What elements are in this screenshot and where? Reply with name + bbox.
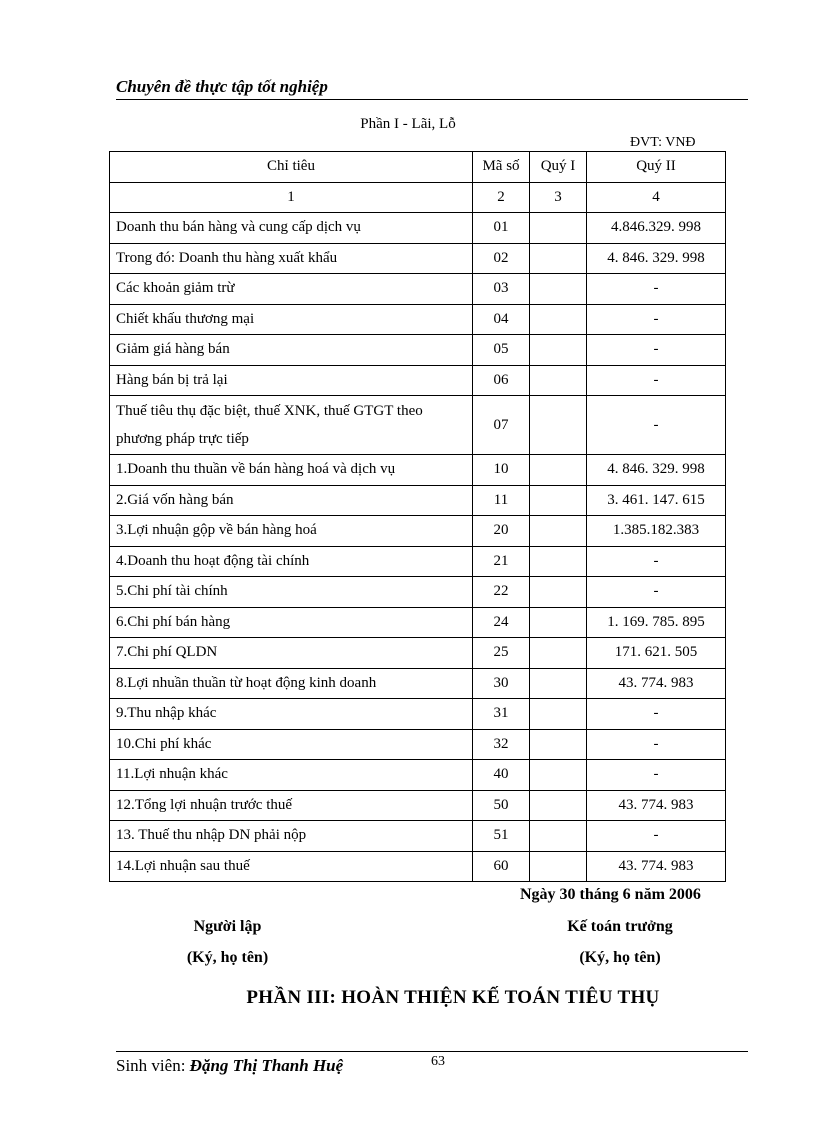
row-q2-value: 3. 461. 147. 615 — [587, 485, 726, 516]
row-code: 20 — [473, 516, 530, 547]
row-q1-value — [530, 760, 587, 791]
row-code: 51 — [473, 821, 530, 852]
row-indicator-name: 6.Chi phí bán hàng — [110, 607, 473, 638]
row-q2-value: - — [587, 274, 726, 305]
row-q2-value: 1. 169. 785. 895 — [587, 607, 726, 638]
row-q1-value — [530, 243, 587, 274]
row-q1-value — [530, 638, 587, 669]
row-code: 22 — [473, 577, 530, 608]
row-q1-value — [530, 790, 587, 821]
table-row — [110, 396, 726, 455]
table-row — [110, 516, 726, 547]
column-number-3: 3 — [530, 182, 587, 213]
row-q2-value: 4.846.329. 998 — [587, 213, 726, 244]
row-indicator-name: 8.Lợi nhuần thuần từ hoạt động kinh doanh — [110, 668, 473, 699]
row-q2-value: - — [587, 546, 726, 577]
row-indicator-name: 14.Lợi nhuận sau thuế — [110, 851, 473, 882]
row-q2-value: - — [587, 335, 726, 366]
row-code: 50 — [473, 790, 530, 821]
column-number-1: 1 — [110, 182, 473, 213]
report-date: Ngày 30 tháng 6 năm 2006 — [520, 886, 701, 903]
row-code: 02 — [473, 243, 530, 274]
row-q1-value — [530, 335, 587, 366]
row-indicator-name: 11.Lợi nhuận khác — [110, 760, 473, 791]
row-indicator-name: 3.Lợi nhuận gộp về bán hàng hoá — [110, 516, 473, 547]
table-row — [110, 485, 726, 516]
section-title: Phần I - Lãi, Lỗ — [360, 116, 456, 132]
row-q2-value: 4. 846. 329. 998 — [587, 455, 726, 486]
row-q1-value — [530, 516, 587, 547]
row-q2-value: - — [587, 304, 726, 335]
preparer-title: Người lập — [193, 918, 262, 935]
table-row — [110, 851, 726, 882]
row-q1-value — [530, 485, 587, 516]
row-indicator-name: 10.Chi phí khác — [110, 729, 473, 760]
column-number-4: 4 — [587, 182, 726, 213]
row-q1-value — [530, 213, 587, 244]
row-q1-value — [530, 821, 587, 852]
table-row — [110, 760, 726, 791]
header-divider — [116, 99, 748, 100]
row-indicator-name: 12.Tổng lợi nhuận trước thuế — [110, 790, 473, 821]
chief-accountant-title: Kế toán trưởng — [567, 918, 673, 935]
page-number: 63 — [431, 1054, 445, 1069]
row-code: 24 — [473, 607, 530, 638]
row-code: 32 — [473, 729, 530, 760]
table-row — [110, 546, 726, 577]
row-code: 06 — [473, 365, 530, 396]
column-number-2: 2 — [473, 182, 530, 213]
row-q1-value — [530, 365, 587, 396]
table-row — [110, 699, 726, 730]
currency-unit: ĐVT: VNĐ — [630, 135, 696, 150]
table-row — [110, 455, 726, 486]
table-row — [110, 365, 726, 396]
table-row — [110, 243, 726, 274]
table-column-number-row — [110, 182, 726, 213]
table-row — [110, 335, 726, 366]
row-code: 11 — [473, 485, 530, 516]
row-q2-value: - — [587, 365, 726, 396]
row-q1-value — [530, 577, 587, 608]
row-q2-value: - — [587, 729, 726, 760]
row-q1-value — [530, 607, 587, 638]
row-q1-value — [530, 668, 587, 699]
row-indicator-name: 9.Thu nhập khác — [110, 699, 473, 730]
row-q2-value: - — [587, 577, 726, 608]
table-row — [110, 607, 726, 638]
row-q1-value — [530, 729, 587, 760]
income-statement-table — [109, 151, 726, 882]
column-header-q1: Quý I — [530, 152, 587, 183]
table-row — [110, 729, 726, 760]
row-q2-value: - — [587, 396, 726, 455]
table-row — [110, 668, 726, 699]
row-q1-value — [530, 699, 587, 730]
row-q1-value — [530, 455, 587, 486]
row-code: 21 — [473, 546, 530, 577]
row-q1-value — [530, 851, 587, 882]
table-row — [110, 274, 726, 305]
chief-accountant-sign-note: (Ký, họ tên) — [579, 949, 661, 966]
row-code: 05 — [473, 335, 530, 366]
row-indicator-name: Chiết khấu thương mại — [110, 304, 473, 335]
row-code: 40 — [473, 760, 530, 791]
row-code: 07 — [473, 396, 530, 455]
row-q2-value: 1.385.182.383 — [587, 516, 726, 547]
chief-accountant-signature-block — [545, 918, 695, 980]
table-row — [110, 577, 726, 608]
row-indicator-name: Thuế tiêu thụ đặc biệt, thuế XNK, thuế GTGT theo phương pháp trực tiếp — [110, 396, 473, 455]
row-code: 60 — [473, 851, 530, 882]
table-row — [110, 821, 726, 852]
row-indicator-name: 4.Doanh thu hoạt động tài chính — [110, 546, 473, 577]
row-q1-value — [530, 274, 587, 305]
row-code: 10 — [473, 455, 530, 486]
row-q2-value: - — [587, 699, 726, 730]
table-body — [110, 152, 726, 882]
row-q2-value: 43. 774. 983 — [587, 790, 726, 821]
part-heading: PHẦN III: HOÀN THIỆN KẾ TOÁN TIÊU THỤ — [246, 987, 660, 1008]
row-indicator-name: 2.Giá vốn hàng bán — [110, 485, 473, 516]
row-q2-value: - — [587, 760, 726, 791]
column-header-code: Mã số — [473, 152, 530, 183]
footer-student — [116, 1056, 343, 1076]
column-header-q2: Quý II — [587, 152, 726, 183]
student-name: Đặng Thị Thanh Huệ — [189, 1056, 344, 1075]
row-indicator-name: Doanh thu bán hàng và cung cấp dịch vụ — [110, 213, 473, 244]
student-label: Sinh viên: — [116, 1056, 186, 1075]
row-q1-value — [530, 304, 587, 335]
row-indicator-name: 13. Thuế thu nhập DN phải nộp — [110, 821, 473, 852]
row-q2-value: 171. 621. 505 — [587, 638, 726, 669]
row-q2-value: - — [587, 821, 726, 852]
column-header-indicator: Chỉ tiêu — [110, 152, 473, 183]
row-code: 04 — [473, 304, 530, 335]
row-code: 01 — [473, 213, 530, 244]
row-indicator-name: Hàng bán bị trả lại — [110, 365, 473, 396]
row-indicator-name: 1.Doanh thu thuần về bán hàng hoá và dịch vụ — [110, 455, 473, 486]
row-indicator-name: Các khoản giảm trừ — [110, 274, 473, 305]
row-indicator-name: 5.Chi phí tài chính — [110, 577, 473, 608]
row-indicator-name: Trong đó: Doanh thu hàng xuất khẩu — [110, 243, 473, 274]
preparer-sign-note: (Ký, họ tên) — [186, 949, 269, 966]
table-row — [110, 790, 726, 821]
row-q1-value — [530, 396, 587, 455]
table-header-row — [110, 152, 726, 183]
table-row — [110, 213, 726, 244]
row-code: 30 — [473, 668, 530, 699]
row-q1-value — [530, 546, 587, 577]
row-q2-value: 43. 774. 983 — [587, 668, 726, 699]
document-header-title: Chuyên đề thực tập tốt nghiệp — [116, 77, 328, 96]
preparer-signature-block — [160, 918, 295, 980]
footer-divider — [116, 1051, 748, 1052]
row-indicator-name: Giảm giá hàng bán — [110, 335, 473, 366]
row-q2-value: 43. 774. 983 — [587, 851, 726, 882]
row-code: 03 — [473, 274, 530, 305]
row-q2-value: 4. 846. 329. 998 — [587, 243, 726, 274]
table-row — [110, 638, 726, 669]
row-indicator-name: 7.Chi phí QLDN — [110, 638, 473, 669]
row-code: 25 — [473, 638, 530, 669]
table-row — [110, 304, 726, 335]
row-code: 31 — [473, 699, 530, 730]
